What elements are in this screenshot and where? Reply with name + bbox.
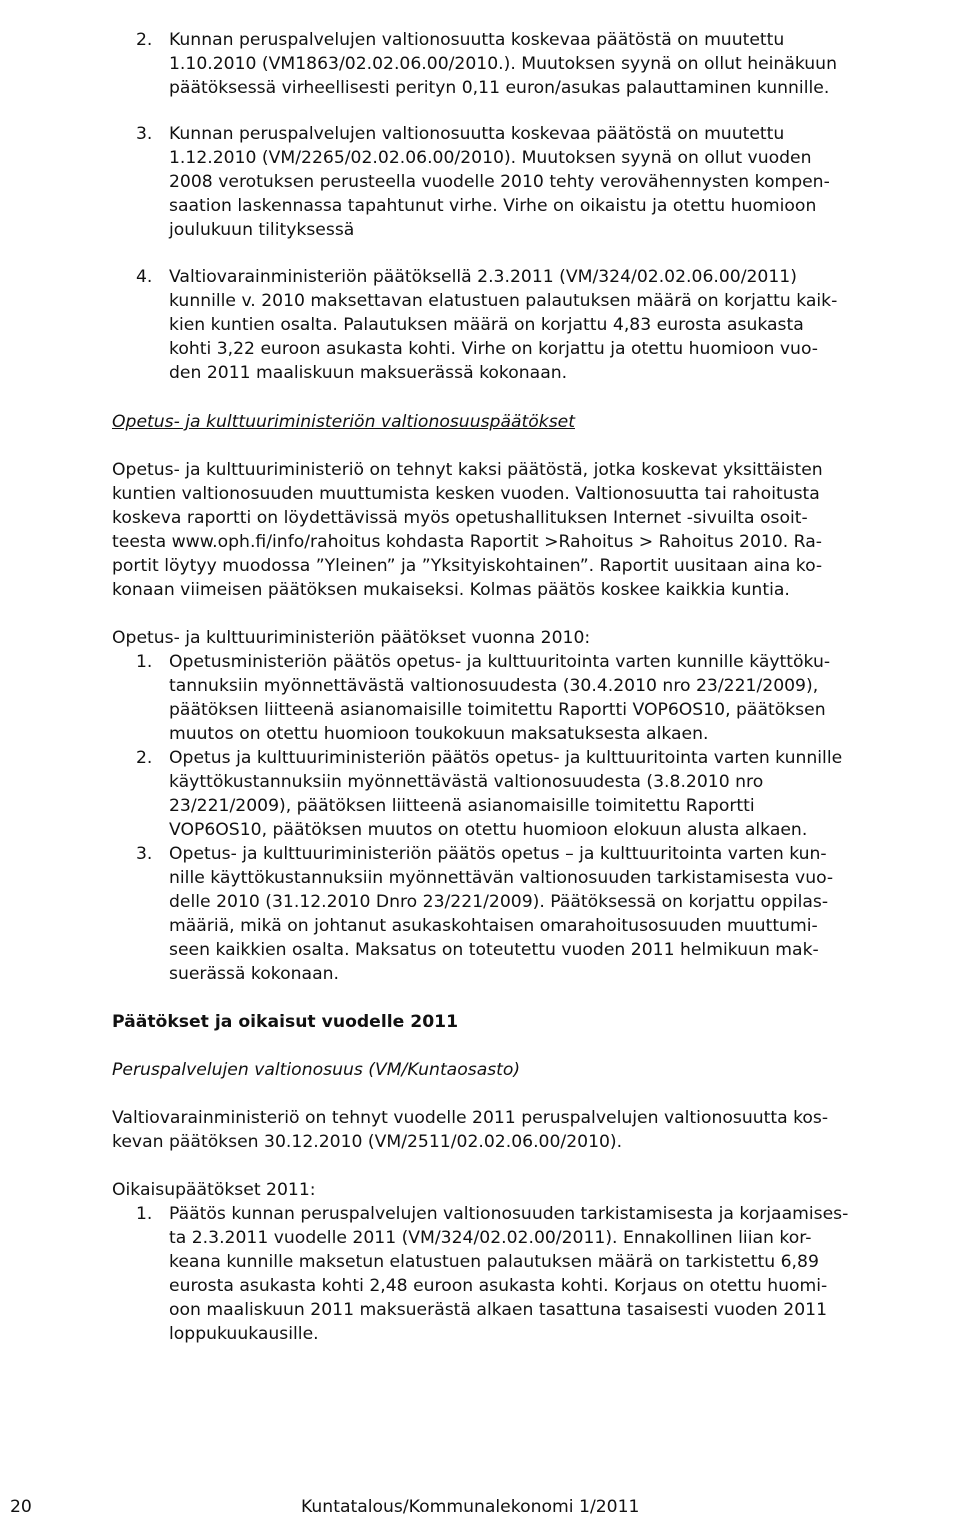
text-line: seen kaikkien osalta. Maksatus on toteutettu vuoden 2011 helmikuun mak-: [169, 940, 819, 960]
text-line: oon maaliskuun 2011 maksuerästä alkaen tasattuna tasaisesti vuoden 2011: [169, 1300, 828, 1320]
list-number: 1.: [136, 652, 153, 672]
page-number: 20: [10, 1497, 32, 1517]
list-number: 3.: [136, 844, 153, 864]
text-line: ta 2.3.2011 vuodelle 2011 (VM/324/02.02.00/2011). Ennakollinen liian kor-: [169, 1228, 812, 1248]
sub-heading: Peruspalvelujen valtionosuus (VM/Kuntaosasto): [112, 1060, 521, 1080]
text-line: tannuksiin myönnettävästä valtionosuudesta (30.4.2010 nro 23/221/2009),: [169, 676, 819, 696]
text-line: Opetus- ja kulttuuriministeriön päätös opetus – ja kulttuuritointa varten kun-: [169, 844, 827, 864]
text-line: Valtiovarainministeriö on tehnyt vuodelle 2011 peruspalvelujen valtionosuutta kos-: [112, 1108, 829, 1128]
text-line: Päätös kunnan peruspalvelujen valtionosuuden tarkistamisesta ja korjaamises-: [169, 1204, 849, 1224]
corrections-title: Oikaisupäätökset 2011:: [112, 1180, 316, 1200]
text-line: 23/221/2009), päätöksen liitteenä asianomaisille toimitettu Raportti: [169, 796, 755, 816]
text-line: den 2011 maaliskuun maksuerässä kokonaan.: [169, 363, 568, 383]
text-line: koskeva raportti on löydettävissä myös opetushallituksen Internet -sivuilta osoit-: [112, 508, 808, 528]
text-line: Valtiovarainministeriön päätöksellä 2.3.2011 (VM/324/02.02.06.00/2011): [169, 267, 797, 287]
text-line: kohti 3,22 euroon asukasta kohti. Virhe on korjattu ja otettu huomioon vuo-: [169, 339, 818, 359]
text-line: kevan päätöksen 30.12.2010 (VM/2511/02.02.06.00/2010).: [112, 1132, 623, 1152]
text-line: Opetus- ja kulttuuriministeriö on tehnyt kaksi päätöstä, jotka koskevat yksittäisten: [112, 460, 823, 480]
text-line: loppukuukausille.: [169, 1324, 319, 1344]
text-line: portit löytyy muodossa ”Yleinen” ja ”Yksityiskohtainen”. Raportit uusitaan aina ko-: [112, 556, 823, 576]
list-number: 2.: [136, 748, 153, 768]
okm-heading: Opetus- ja kulttuuriministeriön valtionosuuspäätökset: [112, 412, 575, 432]
text-line: kunnille v. 2010 maksettavan elatustuen palautuksen määrä on korjattu kaik-: [169, 291, 838, 311]
text-line: eurosta asukasta kohti 2,48 euroon asukasta kohti. Korjaus on otettu huomi-: [169, 1276, 828, 1296]
text-line: kuntien valtionosuuden muuttumista kesken vuoden. Valtionosuutta tai rahoitusta: [112, 484, 820, 504]
text-line: päätöksen liitteenä asianomaisille toimitettu Raportti VOP6OS10, päätöksen: [169, 700, 826, 720]
publication-footer: Kuntatalous/Kommunalekonomi 1/2011: [301, 1497, 640, 1517]
text-line: joulukuun tilityksessä: [169, 220, 355, 240]
list-number: 3.: [136, 124, 153, 144]
text-line: konaan viimeisen päätöksen mukaiseksi. Kolmas päätös koskee kaikkia kuntia.: [112, 580, 790, 600]
text-line: käyttökustannuksiin myönnettävästä valtionosuudesta (3.8.2010 nro: [169, 772, 764, 792]
text-line: suerässä kokonaan.: [169, 964, 339, 984]
okm-list-title: Opetus- ja kulttuuriministeriön päätökset vuonna 2010:: [112, 628, 591, 648]
text-line: teesta www.oph.fi/info/rahoitus kohdasta Raportit >Rahoitus > Rahoitus 2010. Ra-: [112, 532, 822, 552]
text-line: Kunnan peruspalvelujen valtionosuutta koskevaa päätöstä on muutettu: [169, 124, 785, 144]
text-line: kien kuntien osalta. Palautuksen määrä on korjattu 4,83 eurosta asukasta: [169, 315, 804, 335]
text-line: muutos on otettu huomioon toukokuun maksatuksesta alkaen.: [169, 724, 709, 744]
list-number: 1.: [136, 1204, 153, 1224]
text-line: 2008 verotuksen perusteella vuodelle 2010 tehty verovähennysten kompen-: [169, 172, 830, 192]
section-heading: Päätökset ja oikaisut vuodelle 2011: [112, 1012, 459, 1032]
text-line: Kunnan peruspalvelujen valtionosuutta koskevaa päätöstä on muutettu: [169, 30, 785, 50]
text-line: keana kunnille maksetun elatustuen palautuksen määrä on tarkistettu 6,89: [169, 1252, 819, 1272]
text-line: delle 2010 (31.12.2010 Dnro 23/221/2009). Päätöksessä on korjattu oppilas-: [169, 892, 829, 912]
text-line: VOP6OS10, päätöksen muutos on otettu huomioon elokuun alusta alkaen.: [169, 820, 808, 840]
list-number: 2.: [136, 30, 153, 50]
text-line: päätöksessä virheellisesti perityn 0,11 euron/asukas palauttaminen kunnille.: [169, 78, 830, 98]
text-line: määriä, mikä on johtanut asukaskohtaisen omarahoitusosuuden muuttumi-: [169, 916, 818, 936]
text-line: nille käyttökustannuksiin myönnettävän valtionosuuden tarkistamisesta vuo-: [169, 868, 834, 888]
text-line: saation laskennassa tapahtunut virhe. Virhe on oikaistu ja otettu huomioon: [169, 196, 817, 216]
text-line: 1.10.2010 (VM1863/02.02.06.00/2010.). Muutoksen syynä on ollut heinäkuun: [169, 54, 837, 74]
text-line: Opetusministeriön päätös opetus- ja kulttuuritointa varten kunnille käyttöku-: [169, 652, 831, 672]
text-line: 1.12.2010 (VM/2265/02.02.06.00/2010). Muutoksen syynä on ollut vuoden: [169, 148, 812, 168]
text-line: Opetus ja kulttuuriministeriön päätös opetus- ja kulttuuritointa varten kunnille: [169, 748, 843, 768]
list-number: 4.: [136, 267, 153, 287]
